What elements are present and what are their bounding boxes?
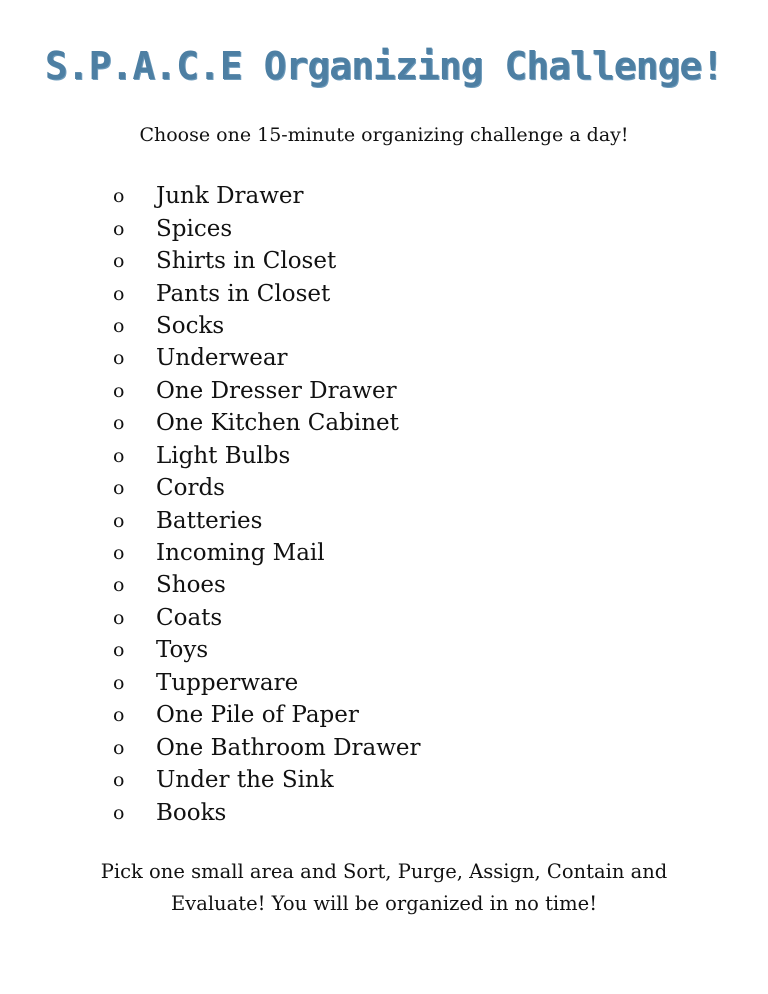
- checklist-item-label: Tupperware: [156, 669, 299, 696]
- challenge-checklist: [110, 180, 421, 829]
- checklist-item-label: Underwear: [156, 345, 288, 372]
- checklist-item-label: Incoming Mail: [156, 540, 325, 567]
- subtitle: Choose one 15-minute organizing challenge a day!: [139, 124, 629, 146]
- checkbox-circle-icon[interactable]: o: [113, 250, 125, 273]
- checklist-item: [110, 310, 421, 342]
- checkbox-circle-icon[interactable]: o: [113, 477, 125, 500]
- checkbox-circle-icon[interactable]: o: [113, 185, 125, 208]
- checklist-item: [110, 472, 421, 504]
- checkbox-circle-icon[interactable]: o: [113, 347, 125, 370]
- checkbox-circle-icon[interactable]: o: [113, 379, 125, 402]
- checklist-item: [110, 504, 421, 536]
- checklist-item: [110, 375, 421, 407]
- checklist-item-label: Batteries: [156, 507, 263, 534]
- checklist-item: [110, 634, 421, 666]
- checklist-item: [110, 731, 421, 763]
- checkbox-circle-icon[interactable]: o: [113, 282, 125, 305]
- checklist-item-label: Pants in Closet: [156, 280, 331, 307]
- checklist-item-label: Shirts in Closet: [156, 248, 337, 275]
- checkbox-circle-icon[interactable]: o: [113, 639, 125, 662]
- checklist-item-label: Socks: [156, 312, 225, 339]
- checkbox-circle-icon[interactable]: o: [113, 704, 125, 727]
- checklist-item-label: One Pile of Paper: [156, 702, 359, 729]
- checkbox-circle-icon[interactable]: o: [113, 736, 125, 759]
- checklist-item-label: Toys: [156, 637, 209, 664]
- checklist-item: [110, 245, 421, 277]
- checklist-item-label: One Kitchen Cabinet: [156, 410, 399, 437]
- checkbox-circle-icon[interactable]: o: [113, 671, 125, 694]
- checklist-item-label: One Dresser Drawer: [156, 377, 397, 404]
- page-title: S.P.A.C.E Organizing Challenge!: [44, 44, 724, 88]
- checklist-item: [110, 796, 421, 828]
- checklist-item: [110, 602, 421, 634]
- checklist-item-label: Junk Drawer: [156, 183, 304, 210]
- footer-line: Evaluate! You will be organized in no time!: [170, 892, 598, 915]
- checklist-item-label: Cords: [156, 475, 225, 502]
- checklist-item-label: Light Bulbs: [156, 442, 291, 469]
- checklist-item-label: Under the Sink: [156, 767, 334, 794]
- checkbox-circle-icon[interactable]: o: [113, 444, 125, 467]
- checklist-item: [110, 342, 421, 374]
- checkbox-circle-icon[interactable]: o: [113, 314, 125, 337]
- checklist-item: [110, 277, 421, 309]
- checkbox-circle-icon[interactable]: o: [113, 412, 125, 435]
- checkbox-circle-icon[interactable]: o: [113, 606, 125, 629]
- checkbox-circle-icon[interactable]: o: [113, 574, 125, 597]
- footer-text: [0, 856, 768, 920]
- checklist-item: [110, 212, 421, 244]
- checklist-item-label: One Bathroom Drawer: [156, 734, 421, 761]
- checklist-item-label: Spices: [156, 215, 233, 242]
- checklist-item: [110, 569, 421, 601]
- checklist-item: [110, 667, 421, 699]
- checklist-item: [110, 407, 421, 439]
- checklist-item: [110, 180, 421, 212]
- checklist-item-label: Shoes: [156, 572, 226, 599]
- checklist-item: [110, 537, 421, 569]
- checkbox-circle-icon[interactable]: o: [113, 509, 125, 532]
- checkbox-circle-icon[interactable]: o: [113, 769, 125, 792]
- checklist-item-label: Coats: [156, 604, 223, 631]
- checklist-item: [110, 764, 421, 796]
- checkbox-circle-icon[interactable]: o: [113, 801, 125, 824]
- footer-line: Pick one small area and Sort, Purge, Assign, Contain and: [100, 860, 668, 883]
- checklist-item-label: Books: [156, 799, 227, 826]
- checklist-item: [110, 699, 421, 731]
- checkbox-circle-icon[interactable]: o: [113, 542, 125, 565]
- checklist-item: [110, 440, 421, 472]
- checkbox-circle-icon[interactable]: o: [113, 217, 125, 240]
